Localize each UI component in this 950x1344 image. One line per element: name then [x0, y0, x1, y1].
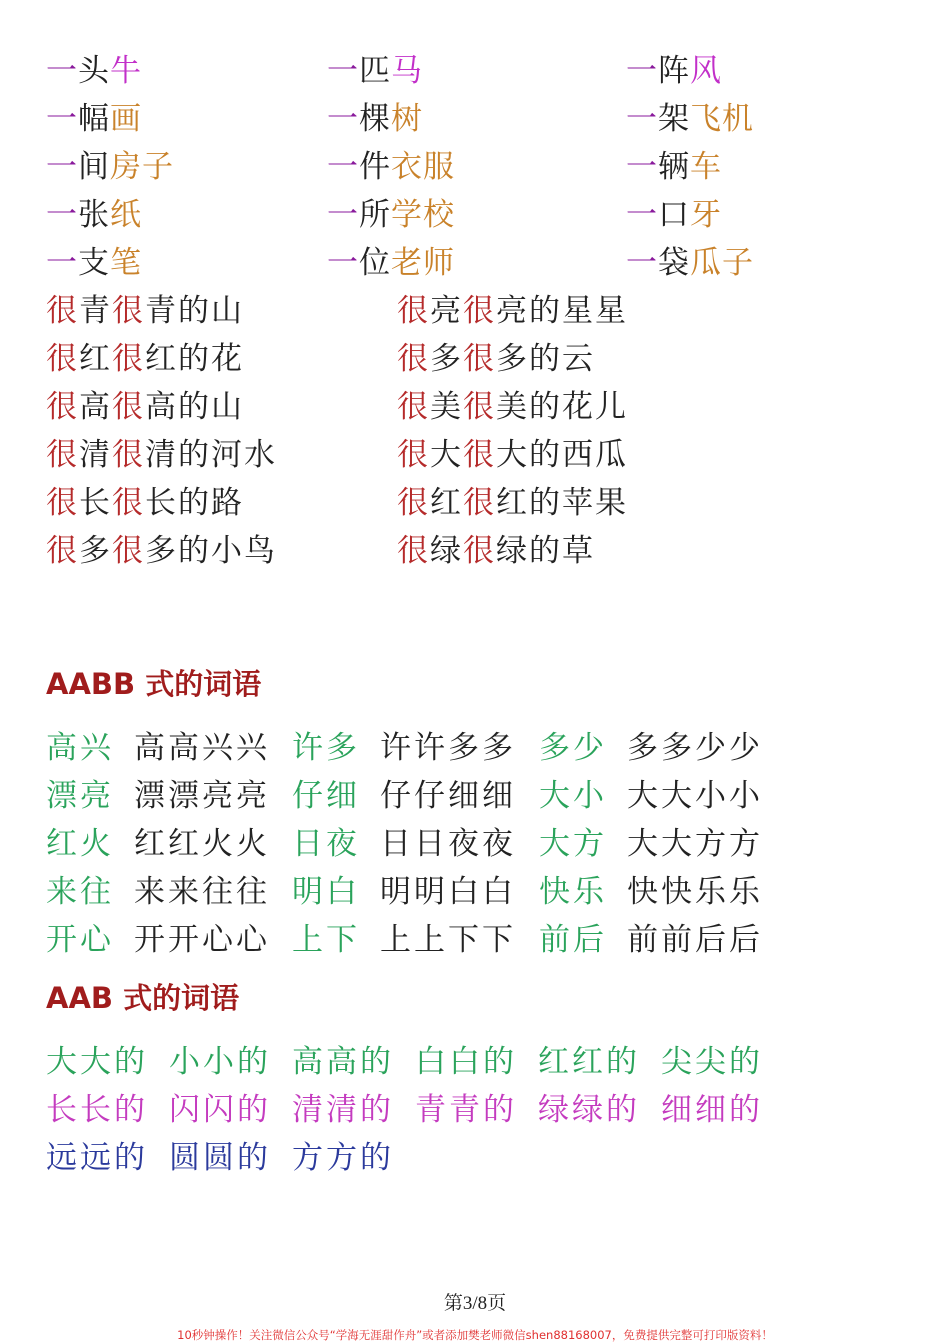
measure-word-noun: 牛: [110, 53, 142, 89]
measure-word-classifier: 架: [658, 101, 690, 137]
measure-word-classifier: 辆: [658, 149, 690, 185]
measure-word-one: 一: [626, 149, 658, 185]
measure-word-classifier: 张: [78, 197, 110, 233]
phrase-rest: 大的西瓜: [496, 437, 628, 473]
measure-word-phrase: [327, 243, 455, 283]
aab-word: 圆圆的: [169, 1140, 271, 1176]
aabb-form: 仔仔细细: [380, 778, 516, 814]
adjective-char: 清: [79, 437, 112, 473]
measure-word-noun: 老师: [391, 245, 455, 281]
adjective-char: 大: [430, 437, 463, 473]
measure-word-one: 一: [626, 245, 658, 281]
aabb-form: 大大小小: [627, 778, 763, 814]
hen-char: 很: [397, 389, 430, 425]
measure-word-one: 一: [46, 197, 78, 233]
aabb-base-word: 大小: [539, 778, 607, 814]
measure-word-phrase: [626, 51, 722, 91]
hen-phrase: [397, 483, 628, 523]
aabb-form: 开开心心: [134, 922, 270, 958]
adjective-char: 红: [430, 485, 463, 521]
hen-char: 很: [46, 437, 79, 473]
footer-note: 10秒钟操作！关注微信公众号“学海无涯甜作舟”或者添加樊老师微信shen88168007，免费提供完整可打印版资料！: [177, 1328, 773, 1342]
hen-phrase: [46, 531, 277, 571]
aabb-base-word: 上下: [292, 922, 360, 958]
measure-word-one: 一: [626, 53, 658, 89]
hen-phrase: [397, 339, 595, 379]
measure-word-noun: 房子: [110, 149, 174, 185]
adjective-char: 红: [79, 341, 112, 377]
hen-phrase: [397, 531, 595, 571]
measure-word-one: 一: [327, 245, 359, 281]
adjective-char: 多: [430, 341, 463, 377]
hen-char: 很: [397, 485, 430, 521]
aabb-form: 日日夜夜: [380, 826, 516, 862]
aabb-base-word: 快乐: [539, 874, 607, 910]
hen-char: 很: [463, 485, 496, 521]
adjective-char: 青: [79, 293, 112, 329]
aabb-base-word: 仔细: [292, 778, 360, 814]
page-number: 第3/8页: [443, 1293, 507, 1314]
aabb-base-word: 许多: [292, 730, 360, 766]
hen-phrase: [46, 291, 244, 331]
measure-word-classifier: 幅: [78, 101, 110, 137]
measure-word-classifier: 支: [78, 245, 110, 281]
measure-word-noun: 飞机: [690, 101, 754, 137]
measure-word-classifier: 所: [359, 197, 391, 233]
measure-word-phrase: [327, 147, 455, 187]
measure-word-noun: 瓜子: [690, 245, 754, 281]
aab-word: 红红的: [538, 1044, 640, 1080]
hen-char: 很: [397, 293, 430, 329]
aabb-form: 前前后后: [627, 922, 763, 958]
measure-word-classifier: 匹: [359, 53, 391, 89]
adjective-char: 多: [79, 533, 112, 569]
aabb-base-word: 红火: [46, 826, 114, 862]
hen-char: 很: [46, 485, 79, 521]
aab-heading: AAB 式的词语: [46, 981, 240, 1015]
measure-word-phrase: [46, 147, 174, 187]
aab-word: 小小的: [169, 1044, 271, 1080]
adjective-char: 美: [430, 389, 463, 425]
aabb-form: 大大方方: [627, 826, 763, 862]
aabb-heading: AABB 式的词语: [46, 667, 262, 701]
aab-word: 尖尖的: [661, 1044, 763, 1080]
aab-word: 长长的: [46, 1092, 148, 1128]
hen-char: 很: [112, 293, 145, 329]
aab-word: 绿绿的: [538, 1092, 640, 1128]
measure-word-noun: 牙: [690, 197, 722, 233]
hen-char: 很: [46, 341, 79, 377]
aabb-base-word: 大方: [539, 826, 607, 862]
aabb-form: 漂漂亮亮: [134, 778, 270, 814]
phrase-rest: 高的山: [145, 389, 244, 425]
measure-word-one: 一: [46, 245, 78, 281]
measure-word-classifier: 袋: [658, 245, 690, 281]
measure-word-noun: 画: [110, 101, 142, 137]
measure-word-phrase: [327, 51, 423, 91]
hen-char: 很: [112, 533, 145, 569]
hen-char: 很: [112, 485, 145, 521]
measure-word-noun: 学校: [391, 197, 455, 233]
hen-phrase: [46, 483, 244, 523]
hen-phrase: [397, 435, 628, 475]
measure-word-phrase: [46, 99, 142, 139]
aabb-form: 上上下下: [380, 922, 516, 958]
hen-char: 很: [112, 437, 145, 473]
aabb-base-word: 高兴: [46, 730, 114, 766]
measure-word-one: 一: [327, 149, 359, 185]
aab-word: 方方的: [292, 1140, 394, 1176]
measure-word-phrase: [46, 243, 142, 283]
measure-word-classifier: 间: [78, 149, 110, 185]
phrase-rest: 绿的草: [496, 533, 595, 569]
hen-char: 很: [397, 341, 430, 377]
measure-word-classifier: 件: [359, 149, 391, 185]
hen-char: 很: [463, 389, 496, 425]
measure-word-noun: 风: [690, 53, 722, 89]
adjective-char: 长: [79, 485, 112, 521]
aab-word: 闪闪的: [169, 1092, 271, 1128]
aabb-base-word: 前后: [539, 922, 607, 958]
phrase-rest: 青的山: [145, 293, 244, 329]
aab-word: 远远的: [46, 1140, 148, 1176]
measure-word-noun: 纸: [110, 197, 142, 233]
adjective-char: 亮: [430, 293, 463, 329]
hen-phrase: [46, 435, 277, 475]
aabb-form: 来来往往: [134, 874, 270, 910]
hen-char: 很: [463, 293, 496, 329]
measure-word-one: 一: [46, 149, 78, 185]
aabb-form: 快快乐乐: [627, 874, 763, 910]
aabb-form: 多多少少: [627, 730, 763, 766]
aabb-form: 高高兴兴: [134, 730, 270, 766]
hen-char: 很: [397, 437, 430, 473]
aabb-base-word: 开心: [46, 922, 114, 958]
measure-word-classifier: 阵: [658, 53, 690, 89]
aab-word: 白白的: [415, 1044, 517, 1080]
measure-word-noun: 树: [391, 101, 423, 137]
hen-phrase: [46, 387, 244, 427]
measure-word-phrase: [626, 99, 754, 139]
measure-word-one: 一: [626, 197, 658, 233]
aabb-form: 许许多多: [380, 730, 516, 766]
hen-char: 很: [463, 437, 496, 473]
hen-char: 很: [46, 533, 79, 569]
aab-word: 细细的: [661, 1092, 763, 1128]
aab-word: 清清的: [292, 1092, 394, 1128]
phrase-rest: 多的云: [496, 341, 595, 377]
measure-word-classifier: 口: [658, 197, 690, 233]
adjective-char: 高: [79, 389, 112, 425]
measure-word-noun: 衣服: [391, 149, 455, 185]
aab-word: 青青的: [415, 1092, 517, 1128]
measure-word-classifier: 头: [78, 53, 110, 89]
aabb-base-word: 日夜: [292, 826, 360, 862]
measure-word-one: 一: [327, 101, 359, 137]
aabb-base-word: 明白: [292, 874, 360, 910]
measure-word-classifier: 棵: [359, 101, 391, 137]
measure-word-noun: 笔: [110, 245, 142, 281]
aab-word: 高高的: [292, 1044, 394, 1080]
aab-word: 大大的: [46, 1044, 148, 1080]
measure-word-phrase: [626, 243, 754, 283]
aabb-base-word: 来往: [46, 874, 114, 910]
aabb-base-word: 多少: [539, 730, 607, 766]
phrase-rest: 亮的星星: [496, 293, 628, 329]
hen-char: 很: [397, 533, 430, 569]
hen-char: 很: [46, 389, 79, 425]
phrase-rest: 多的小鸟: [145, 533, 277, 569]
measure-word-phrase: [327, 99, 423, 139]
aabb-form: 明明白白: [380, 874, 516, 910]
phrase-rest: 清的河水: [145, 437, 277, 473]
measure-word-noun: 马: [391, 53, 423, 89]
measure-word-classifier: 位: [359, 245, 391, 281]
hen-phrase: [46, 339, 244, 379]
hen-phrase: [397, 387, 628, 427]
measure-word-phrase: [327, 195, 455, 235]
measure-word-phrase: [626, 195, 722, 235]
hen-char: 很: [112, 389, 145, 425]
measure-word-one: 一: [626, 101, 658, 137]
measure-word-one: 一: [327, 53, 359, 89]
aabb-form: 红红火火: [134, 826, 270, 862]
measure-word-phrase: [46, 51, 142, 91]
hen-char: 很: [463, 341, 496, 377]
adjective-char: 绿: [430, 533, 463, 569]
measure-word-noun: 车: [690, 149, 722, 185]
phrase-rest: 红的花: [145, 341, 244, 377]
phrase-rest: 红的苹果: [496, 485, 628, 521]
phrase-rest: 美的花儿: [496, 389, 628, 425]
measure-word-one: 一: [327, 197, 359, 233]
aabb-base-word: 漂亮: [46, 778, 114, 814]
phrase-rest: 长的路: [145, 485, 244, 521]
hen-char: 很: [463, 533, 496, 569]
hen-phrase: [397, 291, 628, 331]
measure-word-phrase: [46, 195, 142, 235]
measure-word-one: 一: [46, 53, 78, 89]
measure-word-phrase: [626, 147, 722, 187]
hen-char: 很: [46, 293, 79, 329]
measure-word-one: 一: [46, 101, 78, 137]
hen-char: 很: [112, 341, 145, 377]
